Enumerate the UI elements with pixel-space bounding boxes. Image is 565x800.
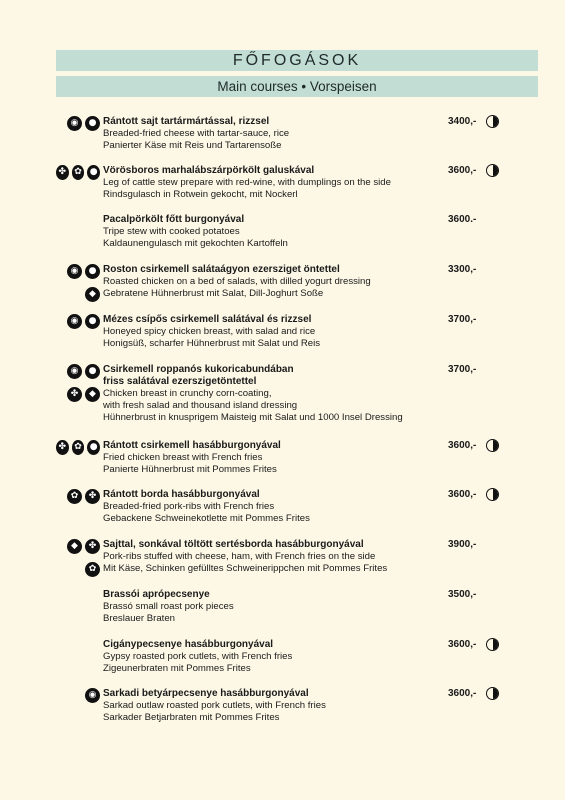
item-desc-en: Fried chicken breast with French fries bbox=[103, 452, 263, 463]
item-desc-en: Leg of cattle stew prepare with red-wine, with dumplings on the side bbox=[103, 177, 391, 188]
cheese-icon: ◉ bbox=[67, 364, 82, 379]
item-desc-de: Zigeunerbraten mit Pommes Frites bbox=[103, 663, 251, 674]
item-name: Mézes csípős csirkemell salátával és rizzsel bbox=[103, 314, 312, 325]
allergen-icons bbox=[56, 364, 100, 410]
item-price: 3900,- bbox=[448, 539, 477, 550]
item-price: 3500,- bbox=[448, 589, 477, 600]
item-desc-de: Mit Käse, Schinken gefülltes Schweinerippchen mit Pommes Frites bbox=[103, 563, 388, 574]
egg-icon: ● bbox=[85, 116, 100, 131]
half-portion-icon bbox=[486, 439, 499, 452]
nuts-icon: ✤ bbox=[56, 440, 69, 455]
egg-icon: ● bbox=[85, 364, 100, 379]
half-portion-icon bbox=[486, 687, 499, 700]
item-desc-en: Sarkad outlaw roasted pork cutlets, with French fries bbox=[103, 700, 326, 711]
milk-icon: ◆ bbox=[67, 539, 82, 554]
allergen-icons bbox=[56, 440, 100, 463]
allergen-icons bbox=[56, 165, 100, 188]
item-desc-en: Honeyed spicy chicken breast, with salad and rice bbox=[103, 326, 316, 337]
cheese-icon: ◉ bbox=[67, 314, 82, 329]
half-portion-icon bbox=[486, 115, 499, 128]
item-name: Cigánypecsenye hasábburgonyával bbox=[103, 639, 274, 650]
item-price: 3600,- bbox=[448, 165, 477, 176]
nuts-icon: ✤ bbox=[56, 165, 69, 180]
item-name: Pacalpörkölt főtt burgonyával bbox=[103, 214, 245, 225]
half-portion-icon bbox=[486, 164, 499, 177]
item-desc-de: Sarkader Betjarbraten mit Pommes Frites bbox=[103, 712, 280, 723]
wheat-icon: ✿ bbox=[67, 489, 82, 504]
item-desc-de: Kaldaunengulasch mit gekochten Kartoffeln bbox=[103, 238, 288, 249]
milk-icon: ◆ bbox=[85, 287, 100, 302]
item-desc-de: Panierter Käse mit Reis und Tartarensoße bbox=[103, 140, 282, 151]
item-name: Roston csirkemell salátaágyon ezersziget öntettel bbox=[103, 264, 340, 275]
item-name: Rántott borda hasábburgonyával bbox=[103, 489, 260, 500]
wheat-icon: ✿ bbox=[85, 562, 100, 577]
item-price: 3600.- bbox=[448, 214, 477, 225]
allergen-icons bbox=[56, 539, 100, 585]
item-price: 3600,- bbox=[448, 639, 477, 650]
item-price: 3600,- bbox=[448, 688, 477, 699]
item-desc-en: Breaded-fried cheese with tartar-sauce, rice bbox=[103, 128, 290, 139]
item-price: 3700,- bbox=[448, 364, 477, 375]
item-name: Brassói aprópecsenye bbox=[103, 589, 210, 600]
cheese-icon: ◉ bbox=[85, 688, 100, 703]
item-price: 3600,- bbox=[448, 489, 477, 500]
allergen-icons bbox=[56, 314, 100, 337]
item-price: 3400,- bbox=[448, 116, 477, 127]
item-desc-en-line2: with fresh salad and thousand island dressing bbox=[103, 400, 298, 411]
item-desc-en: Pork-ribs stuffed with cheese, ham, with French fries on the side bbox=[103, 551, 376, 562]
cheese-icon: ◉ bbox=[67, 116, 82, 131]
allergen-icons bbox=[56, 116, 100, 139]
nuts-icon: ✤ bbox=[67, 387, 82, 402]
egg-icon: ● bbox=[87, 440, 100, 455]
item-desc-de: Breslauer Braten bbox=[103, 613, 175, 624]
egg-icon: ● bbox=[85, 264, 100, 279]
item-desc-en: Roasted chicken on a bed of salads, with dilled yogurt dressing bbox=[103, 276, 371, 287]
item-desc-de: Honigsüß, scharfer Hühnerbrust mit Salat und Reis bbox=[103, 338, 321, 349]
item-desc-en: Gypsy roasted pork cutlets, with French fries bbox=[103, 651, 293, 662]
item-desc-de: Hühnerbrust in knusprigem Maisteig mit Salat und 1000 Insel Dressing bbox=[103, 412, 403, 423]
item-desc-de: Rindsgulasch in Rotwein gekocht, mit Nockerl bbox=[103, 189, 298, 200]
half-portion-icon bbox=[486, 638, 499, 651]
milk-icon: ◆ bbox=[85, 387, 100, 402]
egg-icon: ● bbox=[85, 314, 100, 329]
item-name: Sarkadi betyárpecsenye hasábburgonyával bbox=[103, 688, 309, 699]
section-title: FŐFOGÁSOK bbox=[56, 50, 538, 71]
allergen-icons bbox=[56, 688, 100, 711]
item-desc-de: Gebratene Hühnerbrust mit Salat, Dill-Joghurt Soße bbox=[103, 288, 324, 299]
section-subtitle: Main courses • Vorspeisen bbox=[56, 76, 538, 97]
item-name: Rántott csirkemell hasábburgonyával bbox=[103, 440, 281, 451]
item-price: 3700,- bbox=[448, 314, 477, 325]
item-name: Vörösboros marhalábszárpörkölt galuskával bbox=[103, 165, 315, 176]
wheat-icon: ✿ bbox=[72, 165, 85, 180]
item-name: Csirkemell roppanós kukoricabundában bbox=[103, 364, 294, 375]
half-portion-icon bbox=[486, 488, 499, 501]
item-desc-en: Breaded-fried pork-ribs with French fries bbox=[103, 501, 275, 512]
item-desc-de: Panierte Hühnerbrust mit Pommes Frites bbox=[103, 464, 277, 475]
nuts-icon: ✤ bbox=[85, 539, 100, 554]
item-desc-en: Tripe stew with cooked potatoes bbox=[103, 226, 240, 237]
allergen-icons bbox=[56, 489, 100, 512]
cheese-icon: ◉ bbox=[67, 264, 82, 279]
nuts-icon: ✤ bbox=[85, 489, 100, 504]
item-price: 3300,- bbox=[448, 264, 477, 275]
wheat-icon: ✿ bbox=[72, 440, 85, 455]
egg-icon: ● bbox=[87, 165, 100, 180]
item-price: 3600,- bbox=[448, 440, 477, 451]
item-desc-de: Gebackene Schweinekotlette mit Pommes Frites bbox=[103, 513, 310, 524]
item-desc-en: Brassó small roast pork pieces bbox=[103, 601, 234, 612]
item-desc-en: Chicken breast in crunchy corn-coating, bbox=[103, 388, 272, 399]
item-name: Sajttal, sonkával töltött sertésborda hasábburgonyával bbox=[103, 539, 364, 550]
item-name-line2: friss salátával ezerszigetöntettel bbox=[103, 376, 257, 387]
item-name: Rántott sajt tartármártással, rizzsel bbox=[103, 116, 270, 127]
allergen-icons bbox=[56, 264, 100, 310]
